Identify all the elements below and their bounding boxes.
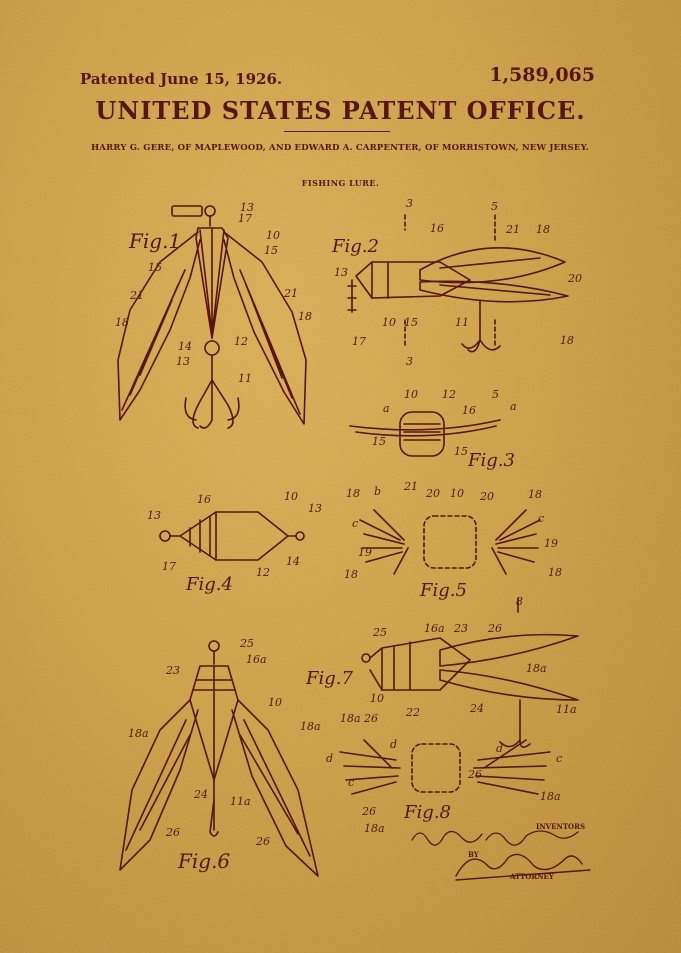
svg-text:18a: 18a bbox=[364, 822, 385, 835]
svg-text:21: 21 bbox=[506, 223, 520, 236]
figure-1-label: Fig.1 bbox=[129, 229, 182, 253]
svg-text:18a: 18a bbox=[340, 712, 361, 725]
inventors-label: INVENTORS bbox=[536, 822, 586, 831]
attorney-label: ATTORNEY bbox=[510, 872, 554, 881]
invention-title: FISHING LURE. bbox=[301, 178, 380, 188]
svg-text:5: 5 bbox=[492, 388, 499, 401]
svg-text:20: 20 bbox=[480, 490, 494, 503]
svg-text:18a: 18a bbox=[128, 727, 149, 740]
svg-text:26: 26 bbox=[468, 768, 482, 781]
inventors-line: HARRY G. GERE, OF MAPLEWOOD, AND EDWARD A. CARPENTER, OF MORRISTOWN, NEW JERSEY. bbox=[91, 143, 589, 153]
figure-6-label: Fig.6 bbox=[178, 849, 231, 873]
svg-text:3: 3 bbox=[406, 197, 413, 210]
svg-text:17: 17 bbox=[162, 560, 176, 573]
figure-8-label: Fig.8 bbox=[404, 802, 451, 823]
svg-text:18: 18 bbox=[298, 310, 312, 323]
svg-text:16: 16 bbox=[430, 222, 444, 235]
svg-text:b: b bbox=[374, 485, 382, 498]
svg-text:d: d bbox=[326, 752, 334, 765]
svg-text:15: 15 bbox=[372, 435, 386, 448]
svg-text:23: 23 bbox=[454, 622, 468, 635]
svg-text:26: 26 bbox=[362, 805, 376, 818]
svg-text:19: 19 bbox=[358, 546, 372, 559]
svg-text:10: 10 bbox=[268, 696, 282, 709]
svg-text:20: 20 bbox=[568, 272, 582, 285]
figure-5-drawing bbox=[360, 510, 540, 574]
svg-text:18: 18 bbox=[536, 223, 550, 236]
svg-text:26: 26 bbox=[256, 835, 270, 848]
svg-text:15: 15 bbox=[264, 244, 278, 257]
svg-text:18: 18 bbox=[344, 568, 358, 581]
by-label: BY bbox=[468, 850, 479, 859]
svg-text:19: 19 bbox=[544, 537, 558, 550]
svg-text:25: 25 bbox=[373, 626, 387, 639]
svg-text:15: 15 bbox=[148, 261, 162, 274]
patent-date: Patented June 15, 1926. bbox=[80, 70, 283, 88]
svg-text:10: 10 bbox=[370, 692, 384, 705]
figure-3-label: Fig.3 bbox=[468, 450, 515, 471]
svg-text:17: 17 bbox=[238, 212, 252, 225]
svg-text:c: c bbox=[352, 517, 359, 530]
svg-text:18: 18 bbox=[346, 487, 360, 500]
svg-text:17: 17 bbox=[352, 335, 366, 348]
svg-text:18: 18 bbox=[548, 566, 562, 579]
figure-2-drawing bbox=[348, 215, 568, 352]
svg-text:18a: 18a bbox=[540, 790, 561, 803]
svg-text:10: 10 bbox=[266, 229, 280, 242]
figure-5-refs bbox=[344, 480, 562, 581]
svg-text:22: 22 bbox=[406, 706, 420, 719]
figure-4-drawing bbox=[160, 512, 304, 560]
svg-text:c: c bbox=[556, 752, 563, 765]
figure-6-drawing bbox=[120, 641, 318, 876]
svg-text:18: 18 bbox=[115, 316, 129, 329]
svg-text:15: 15 bbox=[404, 316, 418, 329]
svg-text:12: 12 bbox=[256, 566, 270, 579]
svg-text:10: 10 bbox=[284, 490, 298, 503]
figure-6-refs bbox=[128, 637, 321, 848]
svg-text:12: 12 bbox=[234, 335, 248, 348]
svg-text:11a: 11a bbox=[556, 703, 577, 716]
svg-text:10: 10 bbox=[382, 316, 396, 329]
patent-number: 1,589,065 bbox=[489, 64, 595, 86]
office-title: UNITED STATES PATENT OFFICE. bbox=[95, 96, 586, 125]
svg-text:a: a bbox=[510, 400, 517, 413]
svg-text:21: 21 bbox=[404, 480, 418, 493]
svg-text:18a: 18a bbox=[526, 662, 547, 675]
figure-4-label: Fig.4 bbox=[186, 574, 233, 595]
svg-text:15: 15 bbox=[454, 445, 468, 458]
svg-text:c: c bbox=[538, 512, 545, 525]
svg-text:21: 21 bbox=[130, 289, 144, 302]
svg-text:14: 14 bbox=[286, 555, 300, 568]
svg-text:a: a bbox=[383, 402, 390, 415]
svg-text:26: 26 bbox=[364, 712, 378, 725]
svg-text:d: d bbox=[496, 742, 504, 755]
svg-text:23: 23 bbox=[166, 664, 180, 677]
svg-text:26: 26 bbox=[488, 622, 502, 635]
svg-text:13: 13 bbox=[308, 502, 322, 515]
svg-text:12: 12 bbox=[442, 388, 456, 401]
svg-text:13: 13 bbox=[176, 355, 190, 368]
svg-text:11: 11 bbox=[238, 372, 252, 385]
svg-text:26: 26 bbox=[166, 826, 180, 839]
svg-text:18a: 18a bbox=[300, 720, 321, 733]
inventor-signatures bbox=[412, 831, 578, 845]
svg-text:13: 13 bbox=[147, 509, 161, 522]
svg-text:18: 18 bbox=[560, 334, 574, 347]
svg-text:8: 8 bbox=[516, 595, 523, 608]
figure-7-label: Fig.7 bbox=[306, 668, 353, 689]
svg-text:16a: 16a bbox=[424, 622, 445, 635]
svg-text:5: 5 bbox=[491, 200, 498, 213]
svg-text:13: 13 bbox=[240, 201, 254, 214]
svg-text:16a: 16a bbox=[246, 653, 267, 666]
svg-text:20: 20 bbox=[426, 487, 440, 500]
svg-text:25: 25 bbox=[240, 637, 254, 650]
svg-text:3: 3 bbox=[406, 355, 413, 368]
svg-text:10: 10 bbox=[450, 487, 464, 500]
svg-text:11a: 11a bbox=[230, 795, 251, 808]
svg-text:11: 11 bbox=[455, 316, 469, 329]
svg-text:18: 18 bbox=[528, 488, 542, 501]
svg-text:10: 10 bbox=[404, 388, 418, 401]
svg-text:13: 13 bbox=[334, 266, 348, 279]
svg-text:d: d bbox=[390, 738, 398, 751]
svg-text:16: 16 bbox=[462, 404, 476, 417]
svg-text:16: 16 bbox=[197, 493, 211, 506]
svg-text:14: 14 bbox=[178, 340, 192, 353]
figure-8-drawing bbox=[340, 740, 550, 794]
svg-text:21: 21 bbox=[284, 287, 298, 300]
figure-2-label: Fig.2 bbox=[332, 236, 379, 257]
svg-text:c: c bbox=[348, 776, 355, 789]
figure-5-label: Fig.5 bbox=[420, 580, 467, 601]
svg-text:24: 24 bbox=[470, 702, 484, 715]
svg-text:24: 24 bbox=[194, 788, 208, 801]
figure-7-refs bbox=[370, 595, 577, 719]
